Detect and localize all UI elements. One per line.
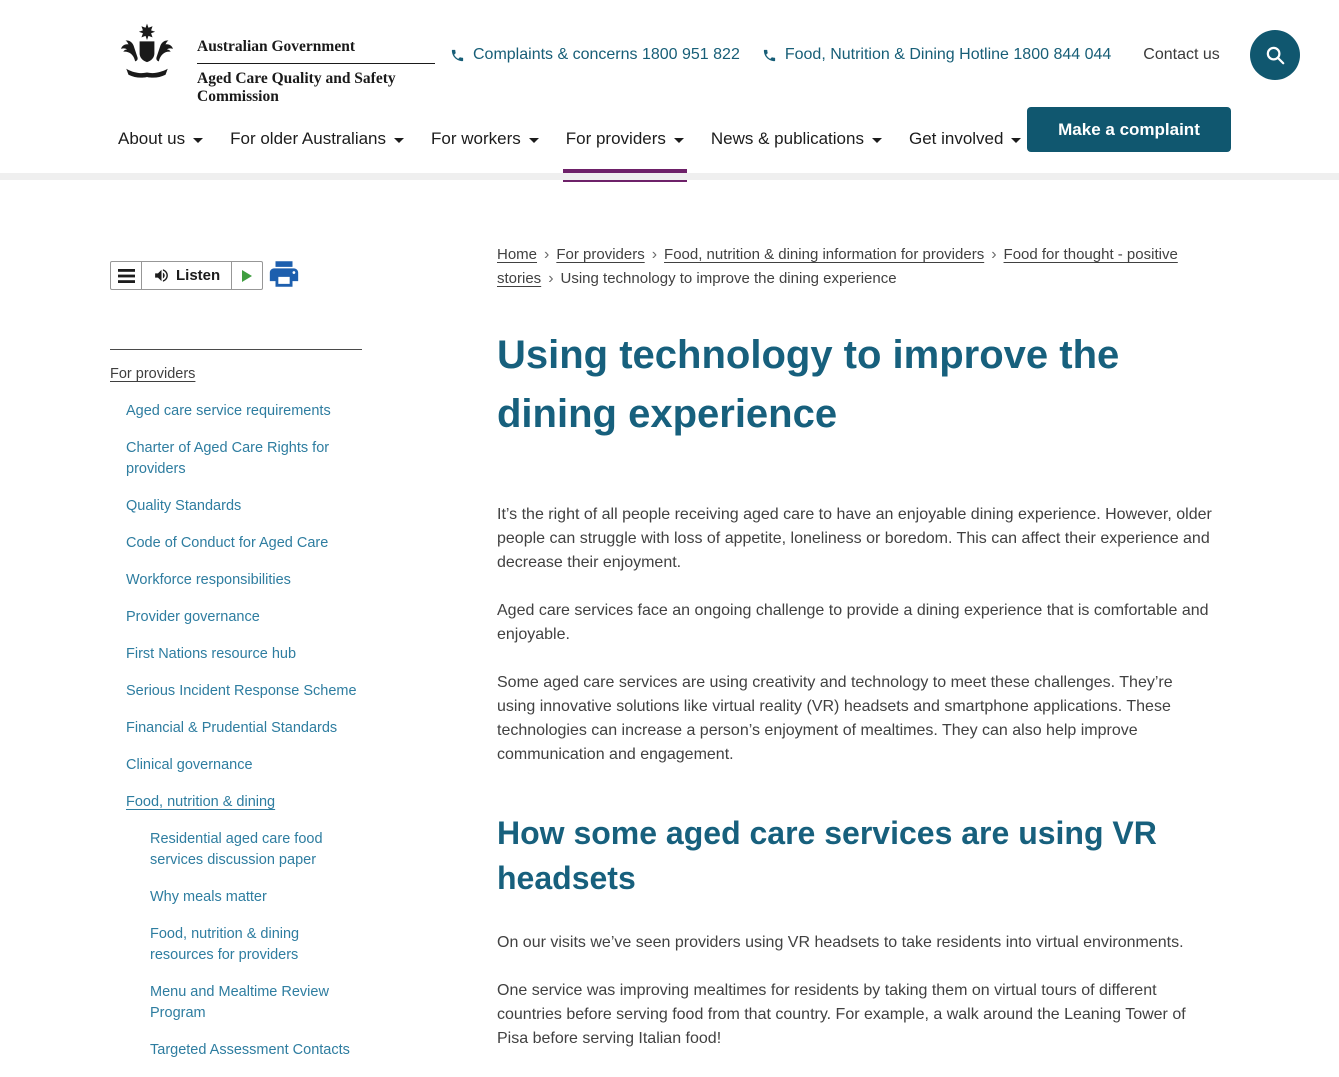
sidebar-item-why-meals-matter[interactable]: Why meals matter <box>150 889 267 905</box>
sidebar-item-first-nations-resource-hub[interactable]: First Nations resource hub <box>126 646 297 662</box>
article-paragraph: Some aged care services are using creativity and technology to meet these challenges. They’re using innovative solutions like virtual reality (VR) headsets and smartphone applications. These technologies can increase a person’s enjoyment of mealtimes. They can also help improve communication and engagement. <box>497 674 1173 763</box>
sidebar-item-for-providers[interactable]: For providers <box>110 366 196 382</box>
chevron-down-icon <box>394 138 404 143</box>
breadcrumb <box>497 243 1215 291</box>
sidebar-item-financial-prudential-standards[interactable]: Financial & Prudential Standards <box>126 720 338 736</box>
make-a-complaint-button[interactable]: Make a complaint <box>1027 107 1231 152</box>
article-paragraph: It’s the right of all people receiving aged care to have an enjoyable dining experience. However, older people can struggle with loss of appetite, loneliness or boredom. This can affect their experience and decrease their enjoyment. <box>497 506 1212 571</box>
nav-label: Get involved <box>908 129 1004 148</box>
sidebar-item-serious-incident-response-scheme[interactable]: Serious Incident Response Scheme <box>126 683 357 699</box>
nav-item-about-us[interactable] <box>118 122 203 156</box>
printer-icon <box>267 257 301 291</box>
section-navigation <box>110 349 362 1077</box>
print-button[interactable] <box>266 257 302 293</box>
food-hotline-phone-link[interactable] <box>762 46 1111 64</box>
play-icon <box>242 270 252 282</box>
article-body <box>497 503 1213 1051</box>
menu-icon <box>118 269 135 283</box>
sidebar-item-code-of-conduct[interactable]: Code of Conduct for Aged Care <box>126 535 329 551</box>
breadcrumb-separator-icon <box>548 267 553 291</box>
nav-label: For providers <box>565 129 666 148</box>
government-logo[interactable] <box>110 22 435 106</box>
coat-of-arms-icon <box>110 22 184 86</box>
sidebar-item-residential-discussion-paper[interactable]: Residential aged care food services discussion paper <box>150 831 323 868</box>
food-hotline-phone-label: Food, Nutrition & Dining Hotline 1800 844 044 <box>784 46 1112 63</box>
article-paragraph: On our visits we’ve seen providers using VR headsets to take residents into virtual environments. <box>497 934 1184 951</box>
sidebar-item-provider-governance[interactable]: Provider governance <box>126 609 260 625</box>
article-paragraph: Aged care services face an ongoing challenge to provide a dining experience that is comfortable and enjoyable. <box>497 602 1209 643</box>
breadcrumb-link-food-for-thought[interactable]: Food for thought - positive stories <box>497 246 1178 287</box>
contact-us-link[interactable]: Contact us <box>1143 46 1220 63</box>
breadcrumb-link-food-nutrition-dining-info[interactable]: Food, nutrition & dining information for providers <box>664 246 985 263</box>
breadcrumb-separator-icon <box>652 243 657 267</box>
breadcrumb-link-home[interactable]: Home <box>497 246 538 263</box>
breadcrumb-separator-icon <box>991 243 996 267</box>
sidebar-item-targeted-assessment-contacts[interactable]: Targeted Assessment Contacts <box>150 1042 350 1058</box>
nav-item-for-providers[interactable] <box>566 122 684 156</box>
header-quick-links <box>450 30 1300 80</box>
sidebar-item-clinical-governance[interactable]: Clinical governance <box>126 757 253 773</box>
phone-icon <box>450 48 465 63</box>
section-heading: How some aged care services are using VR headsets <box>497 815 1157 896</box>
nav-item-for-workers[interactable] <box>431 122 539 156</box>
nav-label: For workers <box>431 129 521 148</box>
listen-label: Listen <box>176 267 221 284</box>
search-icon <box>1264 44 1286 66</box>
gov-line-1: Australian Government <box>197 38 435 64</box>
article-paragraph: One service was improving mealtimes for residents by taking them on virtual tours of different countries before serving food from that country. For example, a walk around the Leaning Tower of Pisa before serving Italian food! <box>497 982 1186 1047</box>
sidebar-item-food-nutrition-dining[interactable]: Food, nutrition & dining <box>126 794 276 810</box>
sidebar-item-food-nutrition-dining-resources[interactable]: Food, nutrition & dining resources for providers <box>150 926 300 963</box>
nav-item-get-involved[interactable] <box>909 122 1022 156</box>
sidebar-item-workforce-responsibilities[interactable]: Workforce responsibilities <box>126 572 291 588</box>
article-content <box>497 326 1213 1075</box>
search-button[interactable] <box>1250 30 1300 80</box>
sidebar-item-charter-of-aged-care-rights[interactable]: Charter of Aged Care Rights for providers <box>126 440 330 477</box>
chevron-down-icon <box>674 138 684 143</box>
chevron-down-icon <box>193 138 203 143</box>
sidebar-item-menu-mealtime-review-program[interactable]: Menu and Mealtime Review Program <box>150 984 329 1021</box>
play-button[interactable] <box>231 262 262 289</box>
readspeaker-widget <box>110 261 263 290</box>
nav-label: News & publications <box>710 129 864 148</box>
sidebar-item-quality-standards[interactable]: Quality Standards <box>126 498 242 514</box>
complaints-phone-link[interactable] <box>450 46 740 64</box>
nav-item-news-publications[interactable] <box>711 122 882 156</box>
complaints-phone-label: Complaints & concerns 1800 951 822 <box>473 46 740 63</box>
header-divider-band <box>0 173 1339 180</box>
listen-menu-button[interactable] <box>111 262 142 289</box>
nav-label: About us <box>118 129 186 148</box>
speaker-icon <box>153 267 170 284</box>
sidebar-item-aged-care-service-requirements[interactable]: Aged care service requirements <box>126 403 331 419</box>
main-navigation <box>118 122 1021 156</box>
sidebar-divider <box>110 349 362 350</box>
listen-button[interactable] <box>142 262 231 289</box>
chevron-down-icon <box>872 138 882 143</box>
logo-text <box>197 38 435 106</box>
chevron-down-icon <box>1011 138 1021 143</box>
breadcrumb-separator-icon <box>544 243 549 267</box>
nav-label: For older Australians <box>230 129 387 148</box>
chevron-down-icon <box>529 138 539 143</box>
site-header <box>0 0 1339 173</box>
breadcrumb-link-for-providers[interactable]: For providers <box>556 246 645 263</box>
nav-item-for-older-australians[interactable] <box>230 122 404 156</box>
gov-line-2: Aged Care Quality and Safety Commission <box>197 70 396 105</box>
breadcrumb-current-page: Using technology to improve the dining experience <box>560 270 897 287</box>
phone-icon <box>762 48 777 63</box>
page-title: Using technology to improve the dining experience <box>497 333 1120 436</box>
